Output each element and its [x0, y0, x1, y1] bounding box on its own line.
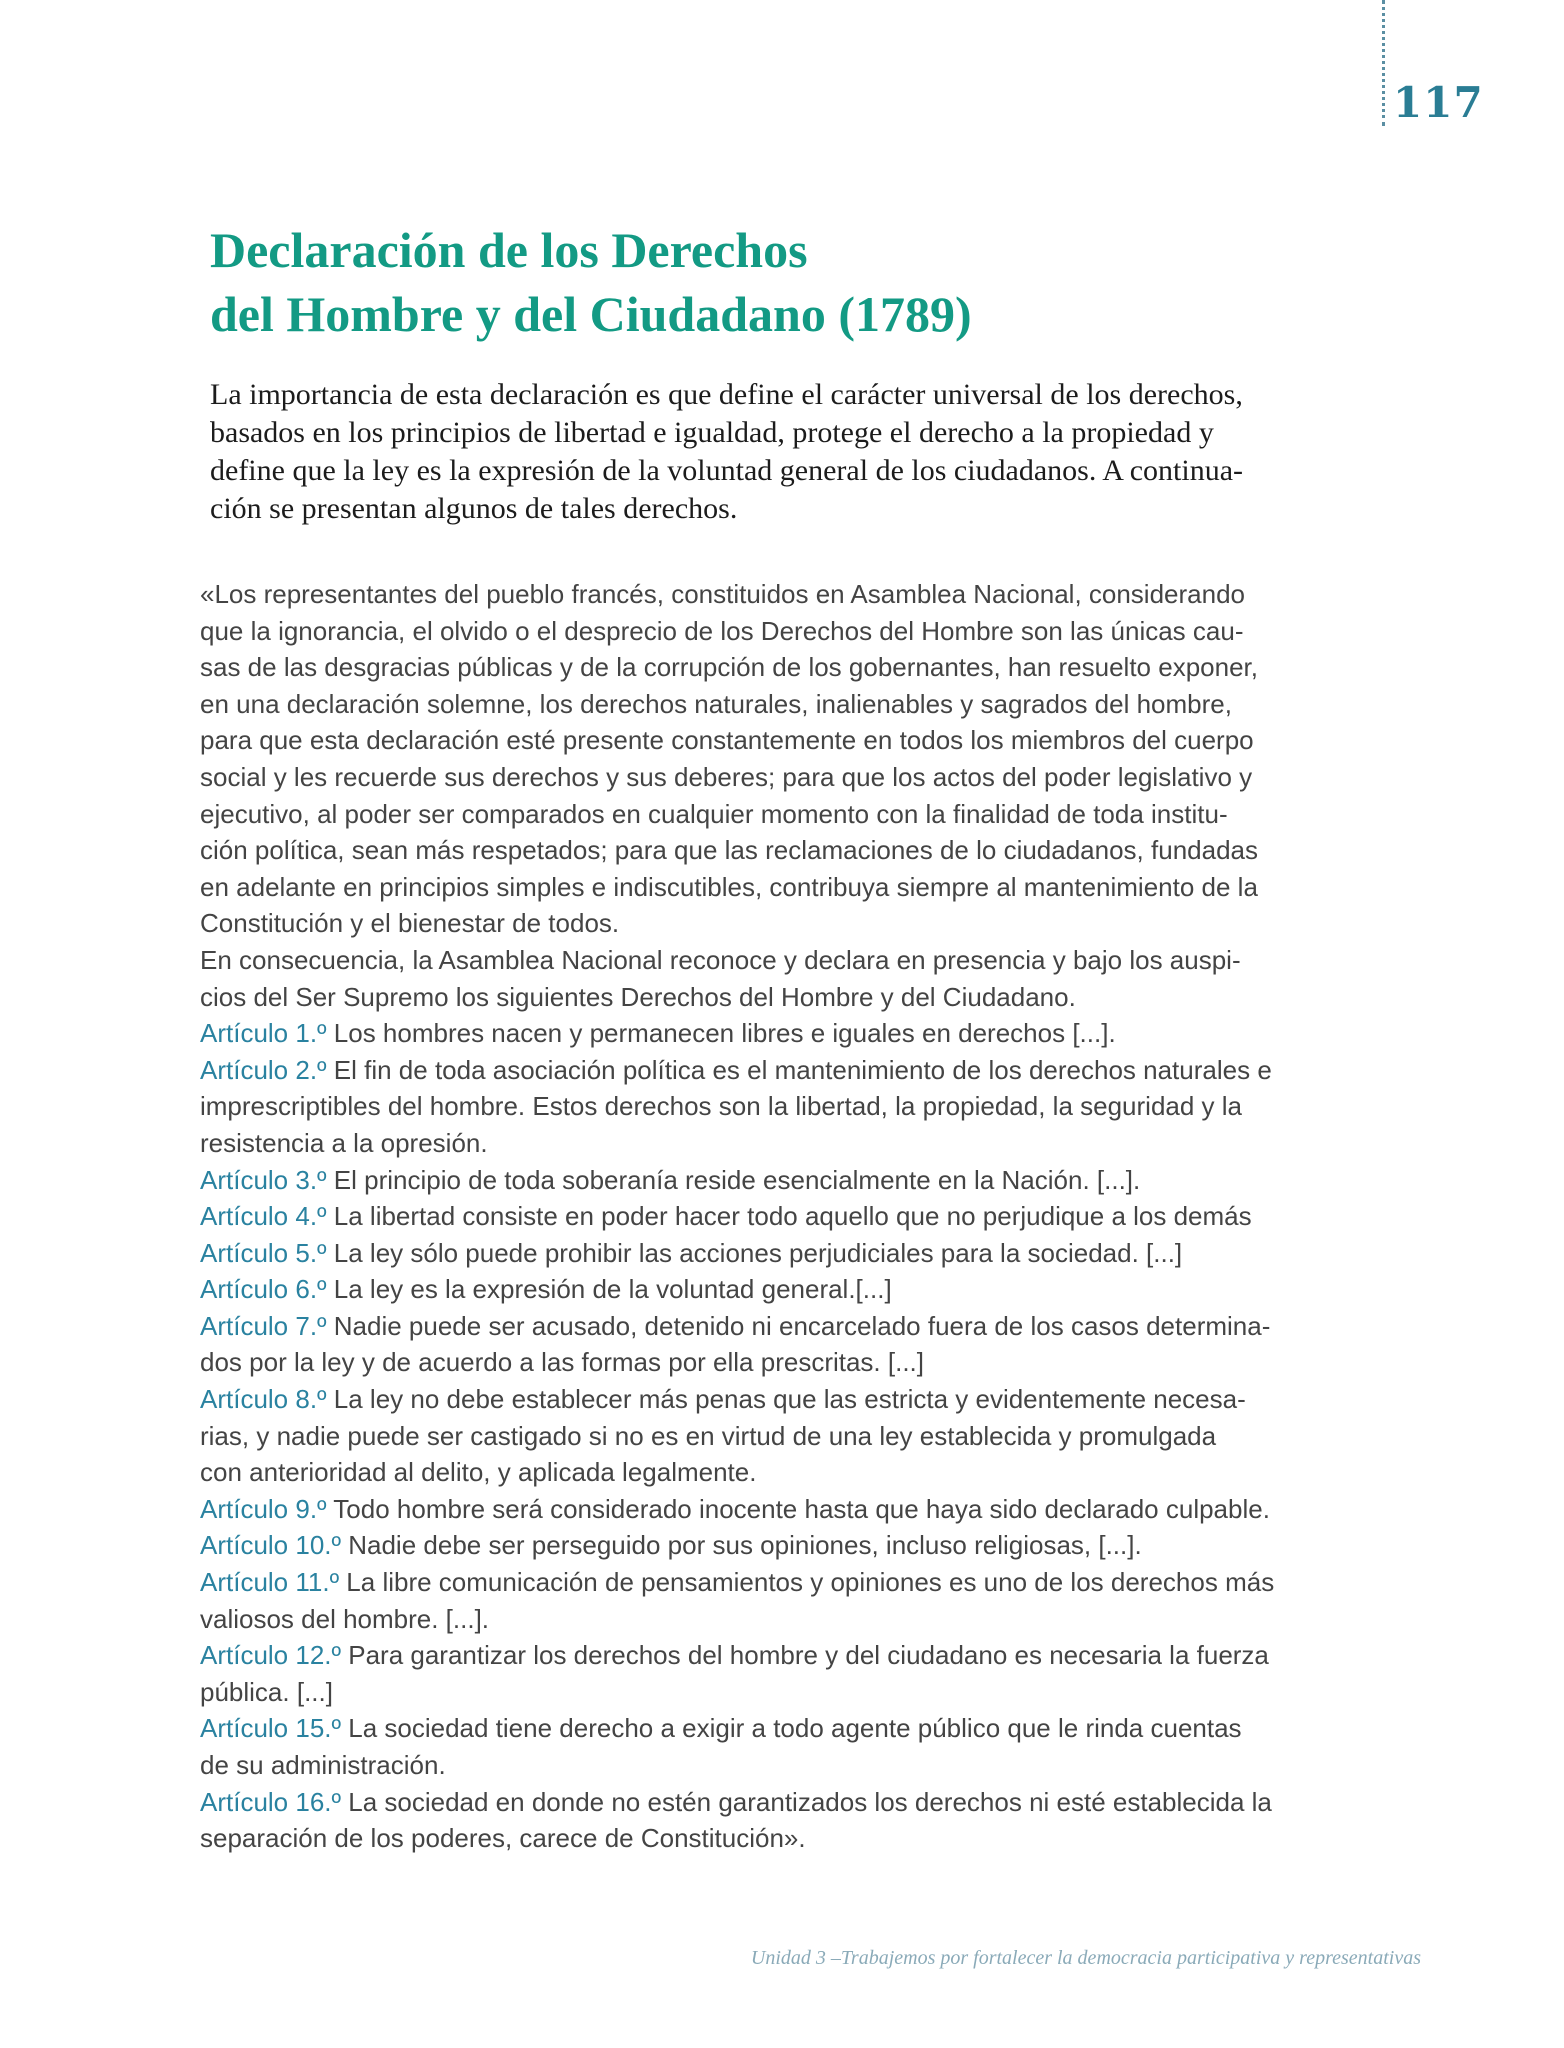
- preamble-line: ejecutivo, al poder ser comparados en cualquier momento con la finalidad de toda institu-: [200, 798, 1228, 829]
- article-label: Artículo 16.º: [200, 1786, 342, 1817]
- article-3: [200, 1162, 1400, 1199]
- article-6: [200, 1271, 1400, 1308]
- article-label: Artículo 7.º: [200, 1310, 327, 1341]
- article-text: La ley no debe establecer más penas que las estricta y evidentemente necesa-: [326, 1384, 1246, 1415]
- article-label: Artículo 8.º: [200, 1384, 327, 1415]
- page-title: [210, 218, 1310, 346]
- preamble-line: que la ignorancia, el olvido o el desprecio de los Derechos del Hombre son las únicas cau-: [200, 615, 1244, 646]
- article-text: La libertad consiste en poder hacer todo aquello que no perjudique a los demás: [326, 1201, 1252, 1232]
- article-text: El principio de toda soberanía reside esencialmente en la Nación. [...].: [326, 1164, 1141, 1195]
- intro-line: define que la ley es la expresión de la voluntad general de los ciudadanos. A continua-: [210, 454, 1243, 487]
- article-label: Artículo 12.º: [200, 1640, 342, 1671]
- declaration-quote: [200, 576, 1400, 1857]
- article-label: Artículo 3.º: [200, 1164, 327, 1195]
- article-1: [200, 1015, 1400, 1052]
- article-label: Artículo 4.º: [200, 1201, 327, 1232]
- article-label: Artículo 5.º: [200, 1237, 327, 1268]
- intro-paragraph: [210, 376, 1380, 528]
- preamble-line: ción política, sean más respetados; para que las reclamaciones de lo ciudadanos, fundadas: [200, 835, 1258, 866]
- article-text: dos por la ley y de acuerdo a las formas por ella prescritas. [...]: [200, 1347, 925, 1378]
- article-label: Artículo 6.º: [200, 1274, 327, 1305]
- title-line-1: Declaración de los Derechos: [210, 222, 808, 278]
- preamble-line: Constitución y el bienestar de todos.: [200, 908, 620, 939]
- article-9: [200, 1491, 1400, 1528]
- title-line-2: del Hombre y del Ciudadano (1789): [210, 286, 972, 342]
- preamble-line: En consecuencia, la Asamblea Nacional reconoce y declara en presencia y bajo los auspi-: [200, 944, 1241, 975]
- intro-line: basados en los principios de libertad e igualdad, protege el derecho a la propiedad y: [210, 416, 1214, 449]
- article-8: [200, 1381, 1400, 1491]
- article-text: de su administración.: [200, 1750, 446, 1780]
- article-text: resistencia a la opresión.: [200, 1127, 488, 1158]
- article-text: El fin de toda asociación política es el mantenimiento de los derechos naturales e: [326, 1054, 1272, 1085]
- article-11: [200, 1564, 1400, 1637]
- article-label: Artículo 2.º: [200, 1054, 327, 1085]
- article-text: La ley es la expresión de la voluntad general.[...]: [326, 1274, 892, 1305]
- article-text: con anterioridad al delito, y aplicada legalmente.: [200, 1457, 757, 1488]
- preamble-line: «Los representantes del pueblo francés, constituidos en Asamblea Nacional, considerando: [200, 579, 1246, 609]
- article-text: La sociedad en donde no estén garantizados los derechos ni esté establecida la: [341, 1786, 1272, 1817]
- article-text: rias, y nadie puede ser castigado si no es en virtud de una ley establecida y promulgada: [200, 1420, 1217, 1451]
- article-text: imprescriptibles del hombre. Estos derechos son la libertad, la propiedad, la seguridad y la: [200, 1091, 1243, 1122]
- article-text: separación de los poderes, carece de Constitución».: [200, 1823, 806, 1854]
- intro-line: La importancia de esta declaración es que define el carácter universal de los derechos,: [210, 378, 1243, 411]
- running-footer: Unidad 3 –Trabajemos por fortalecer la democracia participativa y representativas: [750, 1947, 1421, 1969]
- article-16: [200, 1784, 1400, 1857]
- article-text: Todo hombre será considerado inocente hasta que haya sido declarado culpable.: [326, 1493, 1270, 1524]
- preamble-line: social y les recuerde sus derechos y sus deberes; para que los actos del poder legislativo y: [200, 761, 1253, 792]
- article-label: Artículo 11.º: [200, 1567, 340, 1598]
- article-4: [200, 1198, 1400, 1235]
- article-text: Para garantizar los derechos del hombre y del ciudadano es necesaria la fuerza: [341, 1640, 1269, 1671]
- article-text: valiosos del hombre. [...].: [200, 1603, 490, 1634]
- page-number: 117: [1393, 78, 1484, 127]
- preamble-line: sas de las desgracias públicas y de la corrupción de los gobernantes, han resuelto exponer,: [200, 652, 1258, 683]
- article-text: Nadie debe ser perseguido por sus opiniones, incluso religiosas, [...].: [341, 1530, 1142, 1561]
- article-label: Artículo 15.º: [200, 1713, 342, 1744]
- article-text: Nadie puede ser acusado, detenido ni encarcelado fuera de los casos determina-: [326, 1310, 1271, 1341]
- article-text: La sociedad tiene derecho a exigir a todo agente público que le rinda cuentas: [341, 1713, 1242, 1744]
- article-label: Artículo 10.º: [200, 1530, 342, 1561]
- preamble-line: para que esta declaración esté presente constantemente en todos los miembros del cuerpo: [200, 725, 1254, 756]
- article-10: [200, 1527, 1400, 1564]
- article-12: [200, 1637, 1400, 1710]
- article-2: [200, 1052, 1400, 1162]
- dotted-margin-rule: [1382, 0, 1385, 126]
- preamble-line: en una declaración solemne, los derechos naturales, inalienables y sagrados del hombre,: [200, 688, 1232, 719]
- article-15: [200, 1710, 1400, 1783]
- article-text: La ley sólo puede prohibir las acciones perjudiciales para la sociedad. [...]: [326, 1237, 1183, 1268]
- article-text: pública. [...]: [200, 1676, 333, 1707]
- article-text: La libre comunicación de pensamientos y opiniones es uno de los derechos más: [339, 1567, 1275, 1598]
- article-7: [200, 1308, 1400, 1381]
- intro-line: ción se presentan algunos de tales derechos.: [210, 492, 738, 525]
- article-5: [200, 1235, 1400, 1272]
- preamble-line: en adelante en principios simples e indiscutibles, contribuya siempre al mantenimiento de la: [200, 871, 1258, 902]
- preamble-line: cios del Ser Supremo los siguientes Derechos del Hombre y del Ciudadano.: [200, 981, 1076, 1012]
- article-text: Los hombres nacen y permanecen libres e iguales en derechos [...].: [326, 1018, 1116, 1049]
- article-label: Artículo 9.º: [200, 1493, 327, 1524]
- article-label: Artículo 1.º: [200, 1018, 327, 1049]
